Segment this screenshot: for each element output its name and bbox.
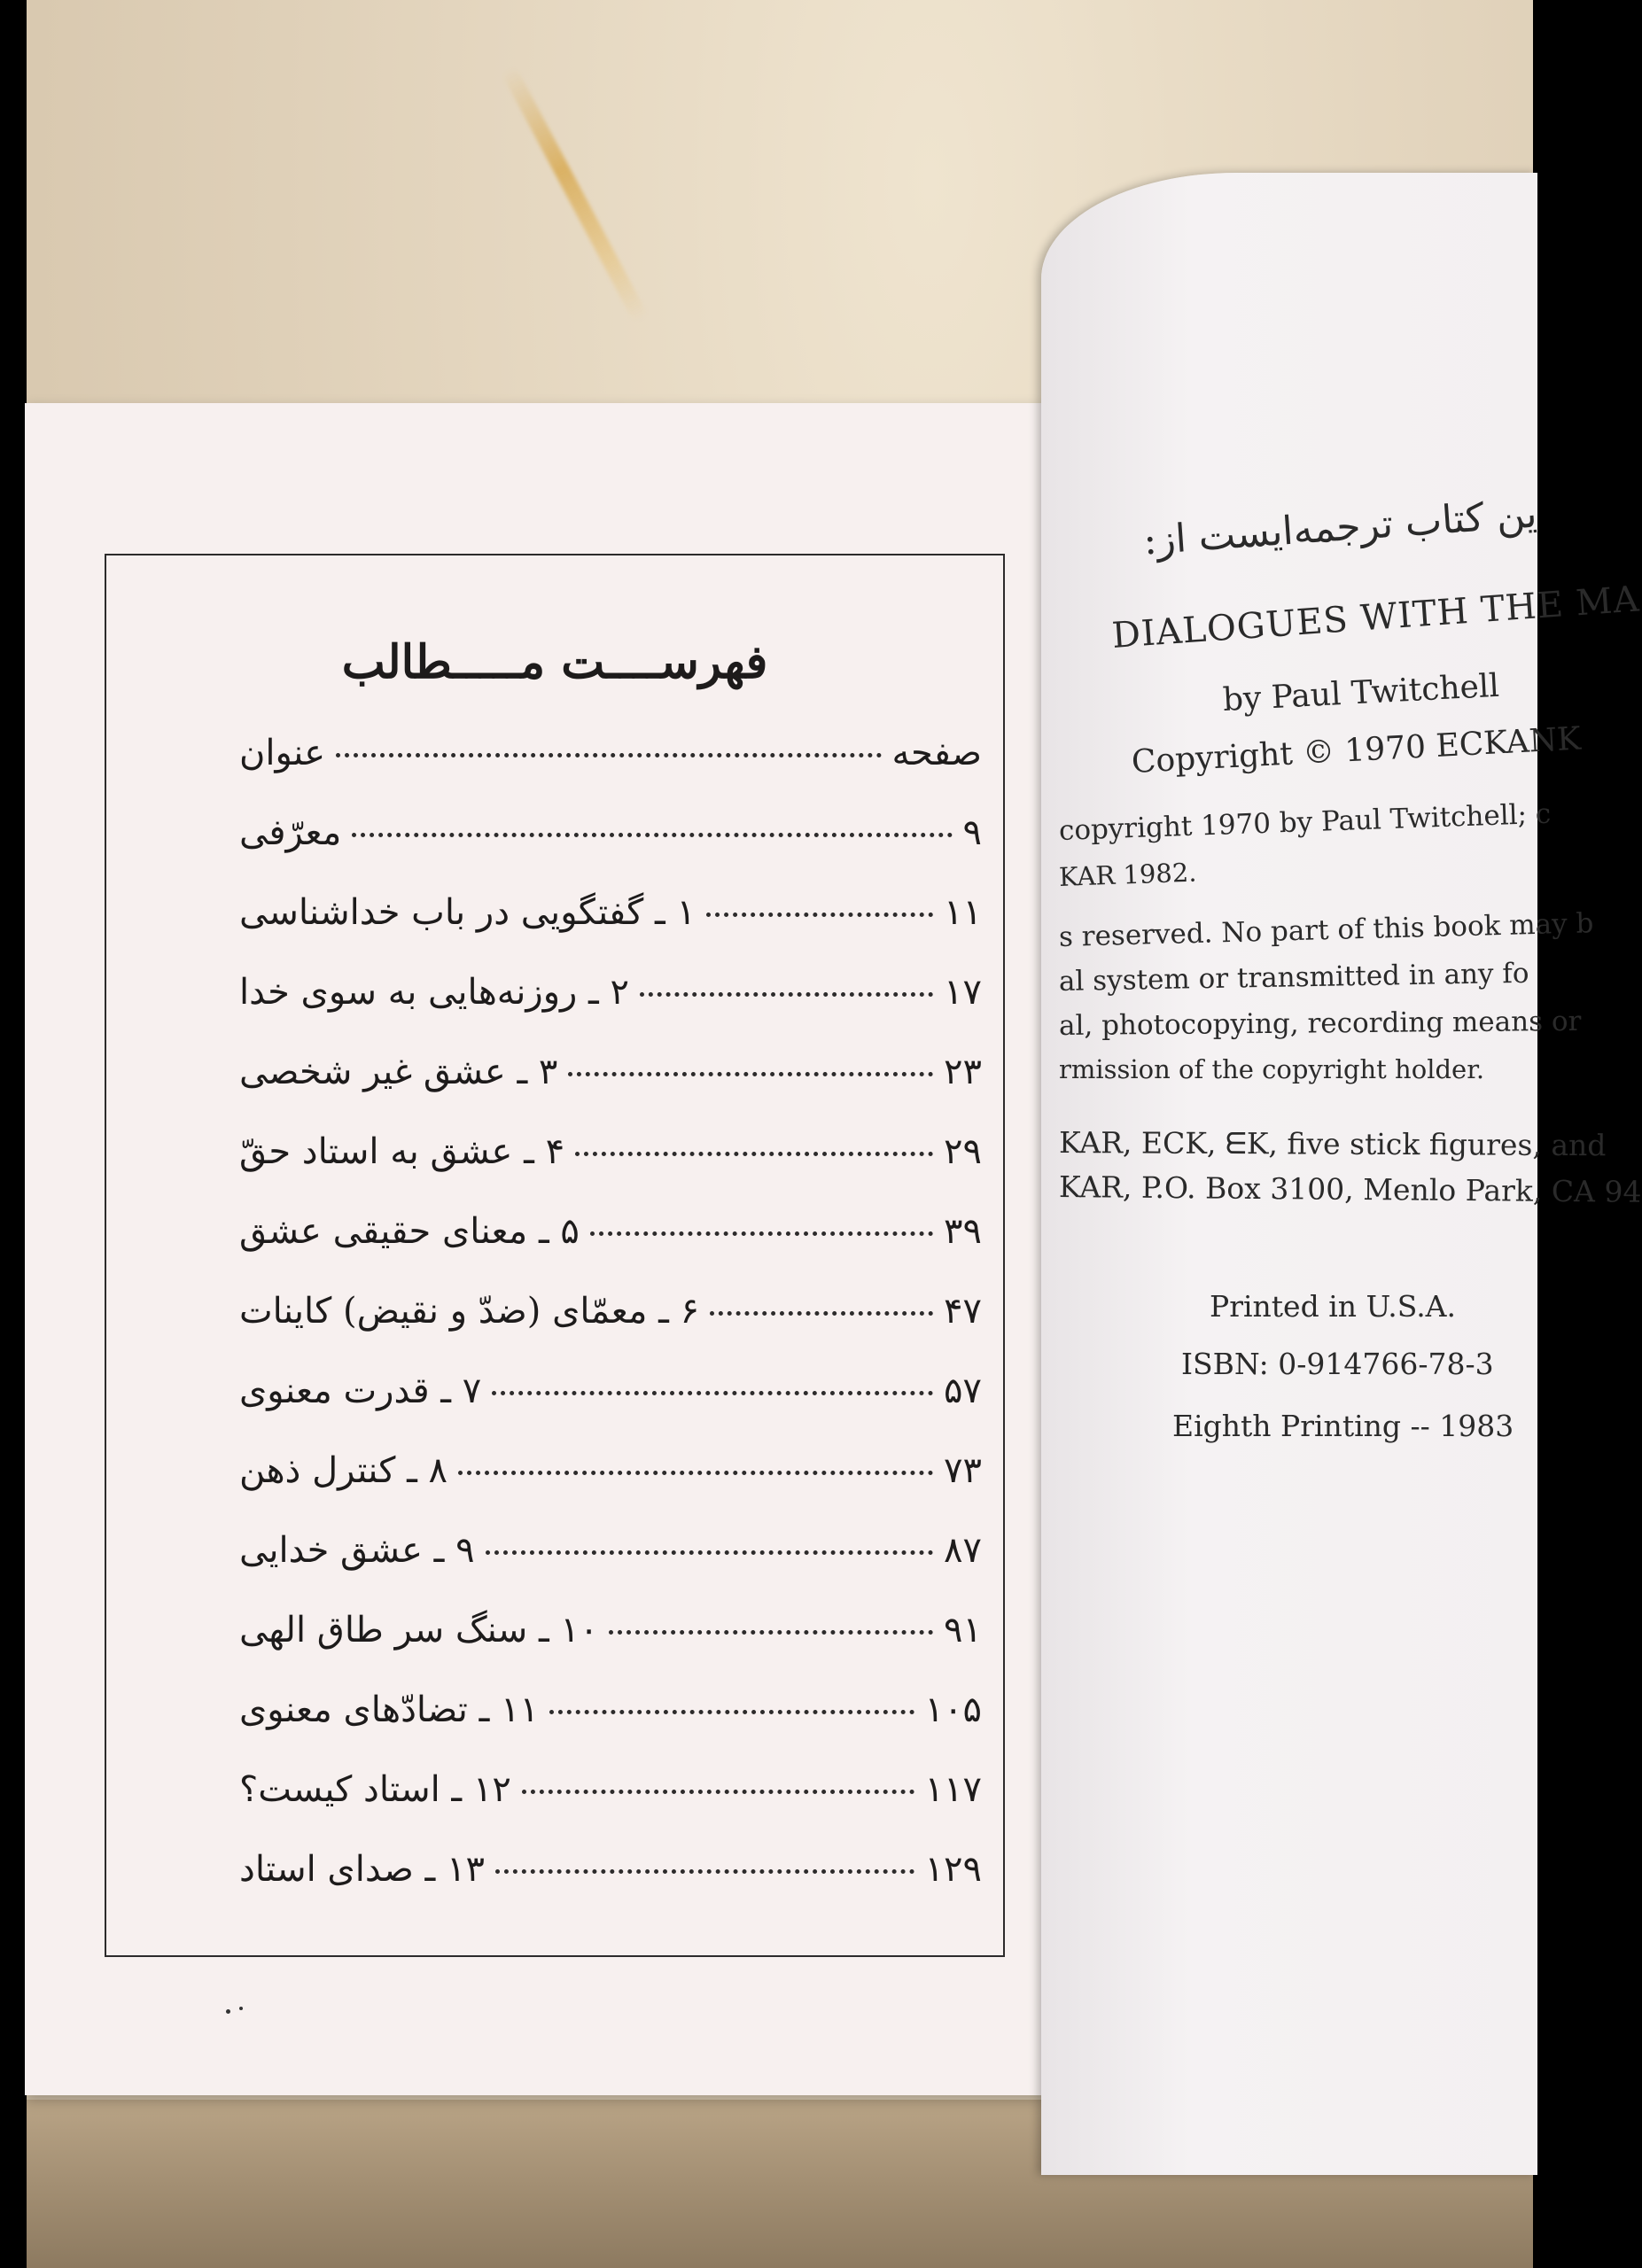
toc-entry[interactable]	[239, 1530, 982, 1583]
toc-entry-page: ۹۱	[944, 1610, 982, 1651]
dot-leader	[640, 992, 933, 997]
imprint-line: KAR 1982.	[1058, 857, 1198, 892]
toc-entry-label: ۵ ـ معنای حقیقی عشق	[239, 1211, 580, 1252]
imprint-line: KAR, P.O. Box 3100, Menlo Park, CA 94	[1058, 1169, 1642, 1209]
toc-entry[interactable]	[239, 1769, 982, 1822]
toc-entry-page: ۳۹	[944, 1211, 982, 1252]
imprint-line: al system or transmitted in any fo	[1058, 957, 1529, 998]
toc-entry-label: ۲ ـ روزنه‌هایی به سوی خدا	[239, 972, 629, 1013]
toc-entry-label: ۷ ـ قدرت معنوی	[239, 1371, 482, 1411]
dot-leader	[609, 1630, 933, 1635]
toc-entry[interactable]	[239, 1450, 982, 1503]
toc-header-row	[239, 733, 982, 786]
toc-frame	[105, 554, 1005, 1957]
toc-entry-page: ۷۳	[944, 1450, 982, 1491]
dot-leader	[706, 913, 933, 917]
dot-leader	[495, 1869, 914, 1874]
printed-in: Printed in U.S.A.	[1210, 1289, 1457, 1324]
toc-entry-page: ۸۷	[944, 1530, 982, 1571]
toc-entry-page: ۱۲۹	[924, 1849, 982, 1890]
toc-entry-label: ۱۱ ـ تضادّهای معنوی	[239, 1689, 540, 1730]
dot-leader	[492, 1391, 933, 1395]
toc-entry[interactable]	[239, 972, 982, 1025]
right-page	[1041, 173, 1642, 2175]
toc-entry-label: ۹ ـ عشق خدایی	[239, 1530, 475, 1571]
left-page	[25, 403, 1044, 2095]
toc-entry-page: ۱۱	[944, 892, 982, 933]
toc-entry-label: ۴ ـ عشق به استاد حقّ	[239, 1131, 565, 1172]
toc-entry-label: ۶ ـ معمّای (ضدّ و نقیض) کاینات	[239, 1291, 700, 1332]
toc-entry-page: ۹	[962, 812, 982, 853]
toc-header-page: صفحه	[891, 733, 982, 773]
imprint-line: copyright 1970 by Paul Twitchell; c	[1058, 797, 1552, 847]
printing-edition: Eighth Printing -- 1983	[1172, 1409, 1514, 1443]
toc-entry[interactable]	[239, 1131, 982, 1184]
toc-entry-page: ۱۱۷	[924, 1769, 982, 1810]
imprint-line: KAR, ECK, ᗴK, five stick figures, and	[1058, 1125, 1607, 1163]
toc-title: فهرســــت مـــــطالب	[341, 635, 768, 689]
toc-entry-page: ۱۰۵	[924, 1689, 982, 1730]
dot-leader	[710, 1311, 933, 1316]
toc-entry-page: ۵۷	[944, 1371, 982, 1411]
copyright-line: Copyright © 1970 ECKANK	[1130, 720, 1583, 781]
isbn: ISBN: 0-914766-78-3	[1181, 1347, 1494, 1381]
translation-note: ین کتاب ترجمه‌ایست از:	[1142, 491, 1539, 564]
dot-leader	[336, 753, 881, 757]
toc-entry[interactable]	[239, 1291, 982, 1344]
dot-leader	[522, 1790, 914, 1794]
toc-entry-label: ۱ ـ گفتگویی در باب خداشناسی	[239, 892, 696, 933]
toc-entry-page: ۲۹	[944, 1131, 982, 1172]
toc-entry[interactable]	[239, 1052, 982, 1105]
dot-leader	[575, 1152, 933, 1156]
toc-entry-label: ۱۳ ـ صدای استاد	[239, 1849, 485, 1890]
dot-leader	[568, 1072, 933, 1076]
toc-entry-page: ۲۳	[944, 1052, 982, 1092]
imprint-line: rmission of the copyright holder.	[1059, 1054, 1485, 1084]
toc-header-label: عنوان	[239, 733, 326, 773]
toc-entry-label: ۸ ـ کنترل ذهن	[239, 1450, 448, 1491]
toc-entry[interactable]	[239, 1371, 982, 1424]
dot-leader	[549, 1710, 914, 1714]
toc-entry-page: ۴۷	[944, 1291, 982, 1332]
dot-leader	[458, 1471, 933, 1475]
toc-entry-label: ۱۲ ـ استاد کیست؟	[239, 1769, 511, 1810]
toc-entry[interactable]	[239, 1610, 982, 1663]
dot-leader	[590, 1231, 933, 1236]
dot-leader	[352, 833, 952, 837]
toc-entry-label: ۱۰ ـ سنگ سر طاق الهی	[239, 1610, 599, 1651]
imprint-line: s reserved. No part of this book may b	[1058, 907, 1594, 953]
ink-speck	[239, 2007, 243, 2010]
toc-entry-label: معرّفی	[239, 812, 342, 853]
original-title: DIALOGUES WITH THE MA	[1110, 579, 1641, 656]
toc-entry[interactable]	[239, 1689, 982, 1743]
dot-leader	[486, 1550, 933, 1555]
author-line: by Paul Twitchell	[1221, 667, 1500, 718]
imprint-line: al, photocopying, recording means or	[1058, 1005, 1582, 1042]
toc-entry[interactable]	[239, 1211, 982, 1264]
toc-entry-label: ۳ ـ عشق غیر شخصی	[239, 1052, 558, 1092]
ink-speck	[226, 2009, 230, 2014]
toc-entry[interactable]	[239, 812, 982, 866]
toc-entry-page: ۱۷	[944, 972, 982, 1013]
toc-entry[interactable]	[239, 1849, 982, 1902]
toc-entry[interactable]	[239, 892, 982, 945]
